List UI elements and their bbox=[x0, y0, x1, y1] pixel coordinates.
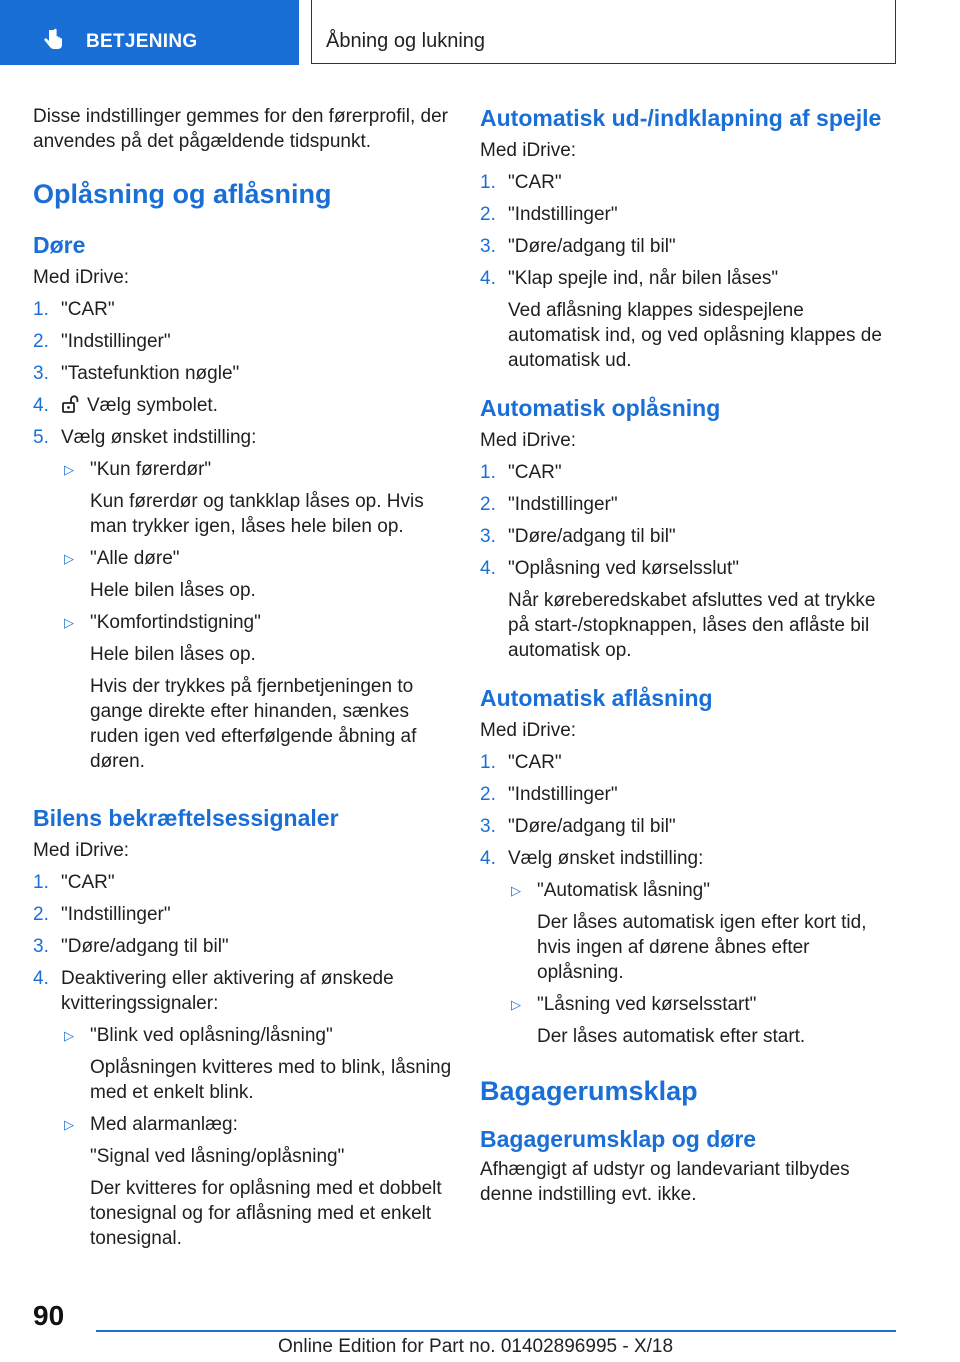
option-description: Der låses automatisk efter start. bbox=[537, 1026, 806, 1047]
option-item: ▷ "Automatisk låsning" bbox=[511, 880, 710, 901]
option-item: ▷ "Låsning ved kørselsstart" bbox=[511, 994, 757, 1015]
confirm-lead: Med iDrive: bbox=[33, 840, 130, 861]
footer-edition: Online Edition for Part no. 01402896995 - X/18 bbox=[278, 1336, 674, 1357]
list-item: 1. "CAR" bbox=[480, 172, 562, 193]
option-item: ▷ "Blink ved oplåsning/låsning" bbox=[64, 1025, 333, 1046]
list-item: 3. "Døre/adgang til bil" bbox=[480, 816, 676, 837]
option-description: "Signal ved låsning/oplåsning" bbox=[90, 1146, 345, 1167]
heading-auto-unlock: Automatisk oplåsning bbox=[480, 395, 721, 421]
option-item: ▷ "Alle døre" bbox=[64, 548, 180, 569]
list-item: 4. Vælg ønsket indstilling: bbox=[480, 848, 704, 869]
triangle-bullet-icon: ▷ bbox=[64, 1028, 74, 1043]
intro-text: Disse indstillinger gemmes for den førerprofil, der anvendes på det pågældende tidspunkt. bbox=[33, 106, 448, 152]
list-item: 4. Vælg symbolet. bbox=[33, 395, 218, 416]
option-description: Der låses automatisk igen efter kort tid, hvis ingen af dørene åbnes efter oplåsning. bbox=[537, 912, 867, 983]
list-item: 1. "CAR" bbox=[480, 752, 562, 773]
autolock-lead: Med iDrive: bbox=[480, 720, 577, 741]
option-description: Hvis der trykkes på fjernbetjeningen to gange direkte efter hinanden, sænkes ruden igen ved efterfølgende åbning af døren. bbox=[90, 676, 417, 772]
heading-mirror-folding: Automatisk ud-/indklapning af spejle bbox=[480, 105, 882, 131]
autounlock-lead: Med iDrive: bbox=[480, 430, 577, 451]
list-item: 2. "Indstillinger" bbox=[33, 904, 171, 925]
list-item: 3. "Døre/adgang til bil" bbox=[480, 236, 676, 257]
doors-lead: Med iDrive: bbox=[33, 267, 130, 288]
section-label: BETJENING bbox=[86, 31, 198, 52]
option-description: Oplåsningen kvitteres med to blink, låsning med et enkelt blink. bbox=[90, 1057, 452, 1103]
option-description: Hele bilen låses op. bbox=[90, 580, 256, 601]
triangle-bullet-icon: ▷ bbox=[64, 615, 74, 630]
list-item: 3. "Tastefunktion nøgle" bbox=[33, 363, 240, 384]
list-item: 1. "CAR" bbox=[33, 872, 115, 893]
list-item: 2. "Indstillinger" bbox=[480, 784, 618, 805]
page-number: 90 bbox=[33, 1300, 65, 1331]
footer-divider bbox=[96, 1330, 896, 1332]
list-item: 2. "Indstillinger" bbox=[33, 331, 171, 352]
heading-auto-lock: Automatisk aflåsning bbox=[480, 685, 713, 711]
heading-trunk-and-doors: Bagagerumsklap og døre bbox=[480, 1126, 757, 1152]
heading-doors: Døre bbox=[33, 232, 86, 258]
list-item: 3. "Døre/adgang til bil" bbox=[33, 936, 229, 957]
list-item: 1. "CAR" bbox=[480, 462, 562, 483]
triangle-bullet-icon: ▷ bbox=[511, 883, 521, 898]
option-item: ▷ "Kun førerdør" bbox=[64, 459, 212, 480]
list-item: 1. "CAR" bbox=[33, 299, 115, 320]
option-item: ▷ "Komfortindstigning" bbox=[64, 612, 261, 633]
step-description: Når køreberedskabet afsluttes ved at trykke på start-/stopknappen, låses den aflåste bil automatisk op. bbox=[508, 590, 876, 661]
triangle-bullet-icon: ▷ bbox=[64, 1117, 74, 1132]
list-item: 2. "Indstillinger" bbox=[480, 494, 618, 515]
option-description: Kun førerdør og tankklap låses op. Hvis man trykker igen, låses hele bilen op. bbox=[90, 491, 424, 537]
triangle-bullet-icon: ▷ bbox=[64, 551, 74, 566]
list-item: 4. "Klap spejle ind, når bilen låses" bbox=[480, 268, 779, 289]
unlock-icon bbox=[61, 394, 81, 414]
option-item: ▷ Med alarmanlæg: bbox=[64, 1114, 238, 1135]
right-column bbox=[480, 104, 900, 1207]
list-item: 4. "Oplåsning ved kørselsslut" bbox=[480, 558, 740, 579]
triangle-bullet-icon: ▷ bbox=[511, 997, 521, 1012]
chapter-title: Åbning og lukning bbox=[326, 30, 486, 52]
heading-unlocking-locking: Oplåsning og aflåsning bbox=[33, 179, 332, 209]
list-item: 3. "Døre/adgang til bil" bbox=[480, 526, 676, 547]
mirrors-lead: Med iDrive: bbox=[480, 140, 577, 161]
list-item: 5. Vælg ønsket indstilling: bbox=[33, 427, 257, 448]
triangle-bullet-icon: ▷ bbox=[64, 462, 74, 477]
heading-trunk-lid: Bagagerumsklap bbox=[480, 1076, 698, 1106]
option-description: Der kvitteres for oplåsning med et dobbelt tonesignal og for aflåsning med et enkelt tonesignal. bbox=[90, 1178, 442, 1249]
section-tab bbox=[0, 0, 299, 65]
option-description: Hele bilen låses op. bbox=[90, 644, 256, 665]
left-column bbox=[33, 104, 453, 1251]
list-item: 2. "Indstillinger" bbox=[480, 204, 618, 225]
hand-pointer-icon bbox=[40, 27, 66, 53]
chapter-title-box bbox=[311, 0, 896, 64]
trunk-description: Afhængigt af udstyr og landevariant tilbydes denne indstilling evt. ikke. bbox=[480, 1159, 850, 1205]
heading-confirmation-signals: Bilens bekræftelsessignaler bbox=[33, 805, 339, 831]
step-description: Ved aflåsning klappes sidespejlene automatisk ind, og ved oplåsning klappes de automatisk ud. bbox=[508, 300, 882, 371]
list-item: 4. Deaktivering eller aktivering af ønskede kvitteringssignaler: bbox=[33, 968, 394, 1014]
